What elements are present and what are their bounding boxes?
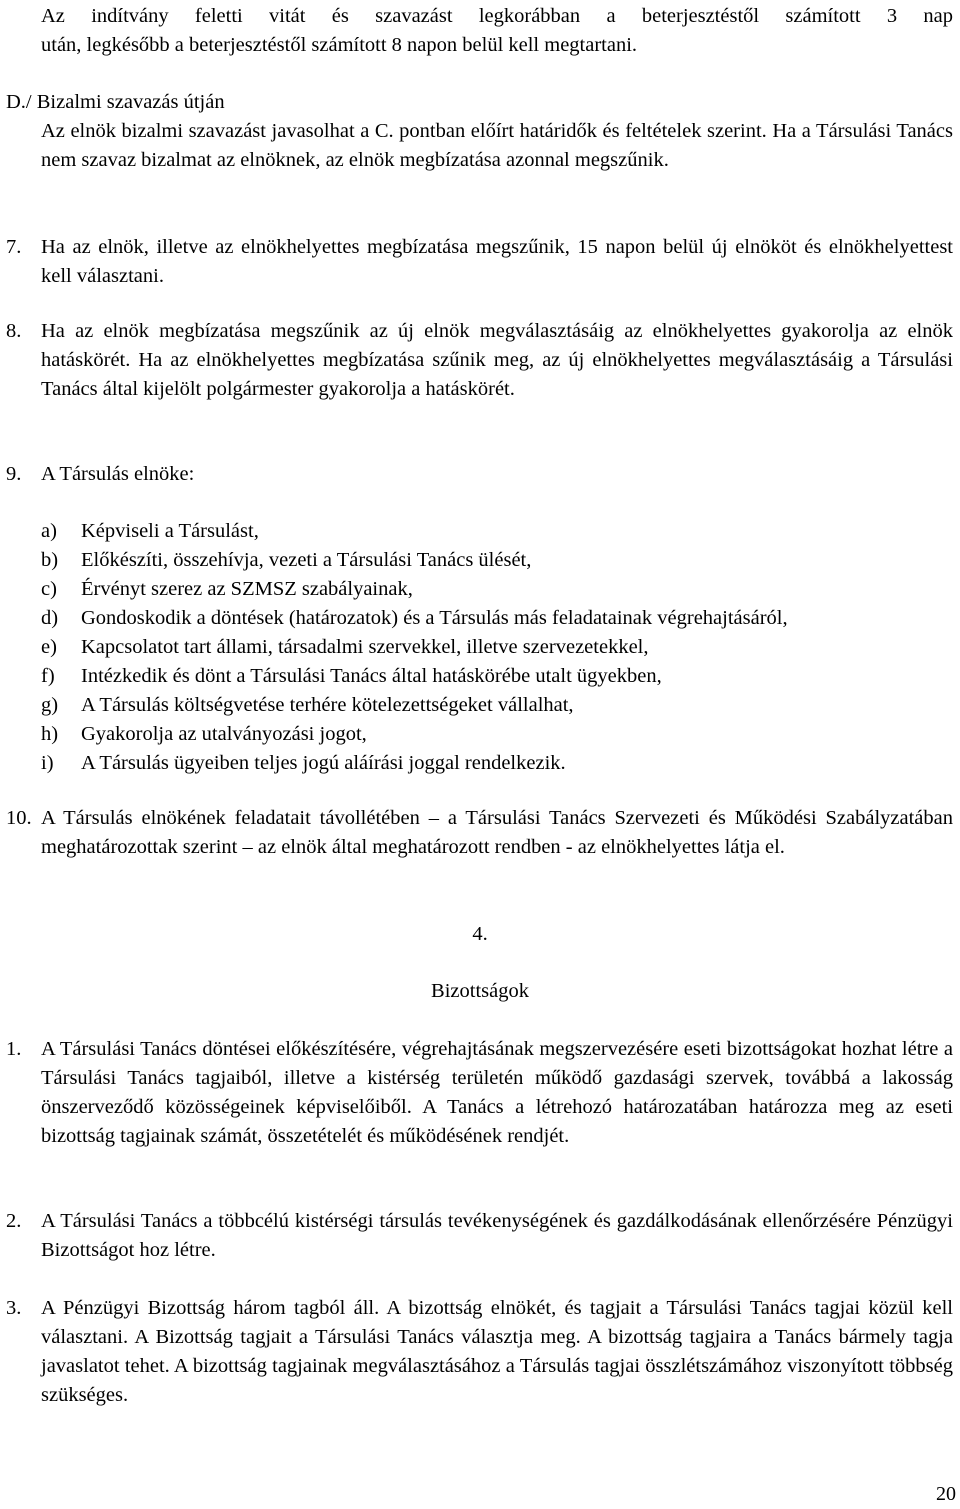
section-d-heading: D./ Bizalmi szavazás útján xyxy=(6,91,225,113)
list-item: h) Gyakorolja az utalványozási jogot, xyxy=(41,723,367,745)
item-number: 1. xyxy=(6,1038,22,1060)
list-item: i) A Társulás ügyeiben teljes jogú aláírási joggal rendelkezik. xyxy=(41,752,566,774)
item-text: A Társulási Tanács a többcélú kistérségi társulás tevékenységének és gazdálkodásának ellenőrzésére Pénzügyi Bizottságot hoz létre. xyxy=(41,1210,953,1261)
item-text: A Társulás elnökének feladatait távollétében – a Társulási Tanács Szervezeti és Működési Szabályzatában meghatározottak szerint – az elnök által meghatározott rendben - az elnökhelyettes látja el. xyxy=(41,807,953,858)
item-text: A Társulási Tanács döntései előkészítésére, végrehajtásának megszervezésére eseti bizottságokat hozhat létre a Társulási Tanács tagjaiból, illetve a kistérség területén működő gazdasági szervek, továbbá a lakosság önszerveződő közösségeinek képviselőiből. A Tanács a létrehozó határozatában határozza meg az eseti bizottság tagjainak számát, összetételét és működésének rendjét. xyxy=(41,1038,953,1147)
item-number: 8. xyxy=(6,320,22,342)
committee-item-2 xyxy=(6,1207,953,1265)
committee-item-1 xyxy=(6,1035,953,1151)
intro-line-2: után, legkésőbb a beterjesztéstől számított 8 napon belül kell megtartani. xyxy=(41,34,638,56)
list-item: b) Előkészíti, összehívja, vezeti a Társulási Tanács ülését, xyxy=(41,549,532,571)
item-7 xyxy=(6,233,953,291)
list-item: g) A Társulás költségvetése terhére kötelezettségeket vállalhat, xyxy=(41,694,574,716)
committee-item-3 xyxy=(6,1294,953,1410)
item-number: 9. xyxy=(6,463,22,485)
list-item: d) Gondoskodik a döntések (határozatok) és a Társulás más feladatainak végrehajtásáról, xyxy=(41,607,788,629)
item-text: A Társulás elnöke: xyxy=(41,463,195,485)
item-text: A Pénzügyi Bizottság három tagból áll. A bizottság elnökét, és tagjait a Társulási Tanács tagjai közül kell választani. A Bizottság tagjait a Társulási Tanács választja meg. A bizottság tagjaira a Tanács bármely tagja javaslatot tehet. A bizottság tagjainak megválasztásához a Társulás tagjai összlétszámához viszonyított többség szükséges. xyxy=(41,1297,953,1406)
item-10 xyxy=(6,804,953,862)
section-title: Bizottságok xyxy=(431,980,529,1002)
intro-line-1: Az indítvány feletti vitát és szavazást legkorábban a beterjesztéstől számított 3 nap xyxy=(41,5,953,27)
item-text: Ha az elnök, illetve az elnökhelyettes megbízatása megszűnik, 15 napon belül új elnököt és elnökhelyettest kell választani. xyxy=(41,236,953,287)
list-item: c) Érvényt szerez az SZMSZ szabályainak, xyxy=(41,578,413,600)
section-number: 4. xyxy=(472,923,488,945)
item-number: 10. xyxy=(6,807,32,829)
list-item: f) Intézkedik és dönt a Társulási Tanács által hatáskörébe utalt ügyekben, xyxy=(41,665,662,687)
section-d-text: Az elnök bizalmi szavazást javasolhat a C. pontban előírt határidők és feltételek szerint. Ha a Társulási Tanács nem szavaz bizalmat az elnöknek, az elnök megbízatása azonnal megszűnik. xyxy=(41,120,953,171)
item-text: Ha az elnök megbízatása megszűnik az új elnök megválasztásáig az elnökhelyettes gyakorolja az elnök hatáskörét. Ha az elnökhelyettes megbízatása szűnik meg, az új elnökhelyettes megválasztásáig a Társulási Tanács által kijelölt polgármester gyakorolja a hatáskörét. xyxy=(41,320,953,400)
list-item: a) Képviseli a Társulást, xyxy=(41,520,259,542)
duties-list xyxy=(41,517,953,778)
item-number: 3. xyxy=(6,1297,22,1319)
item-9 xyxy=(6,460,953,489)
page-number: 20 xyxy=(936,1483,956,1505)
item-number: 7. xyxy=(6,236,22,258)
item-number: 2. xyxy=(6,1210,22,1232)
intro-paragraph xyxy=(41,2,953,60)
list-item: e) Kapcsolatot tart állami, társadalmi szervekkel, illetve szervezetekkel, xyxy=(41,636,649,658)
item-8 xyxy=(6,317,953,404)
